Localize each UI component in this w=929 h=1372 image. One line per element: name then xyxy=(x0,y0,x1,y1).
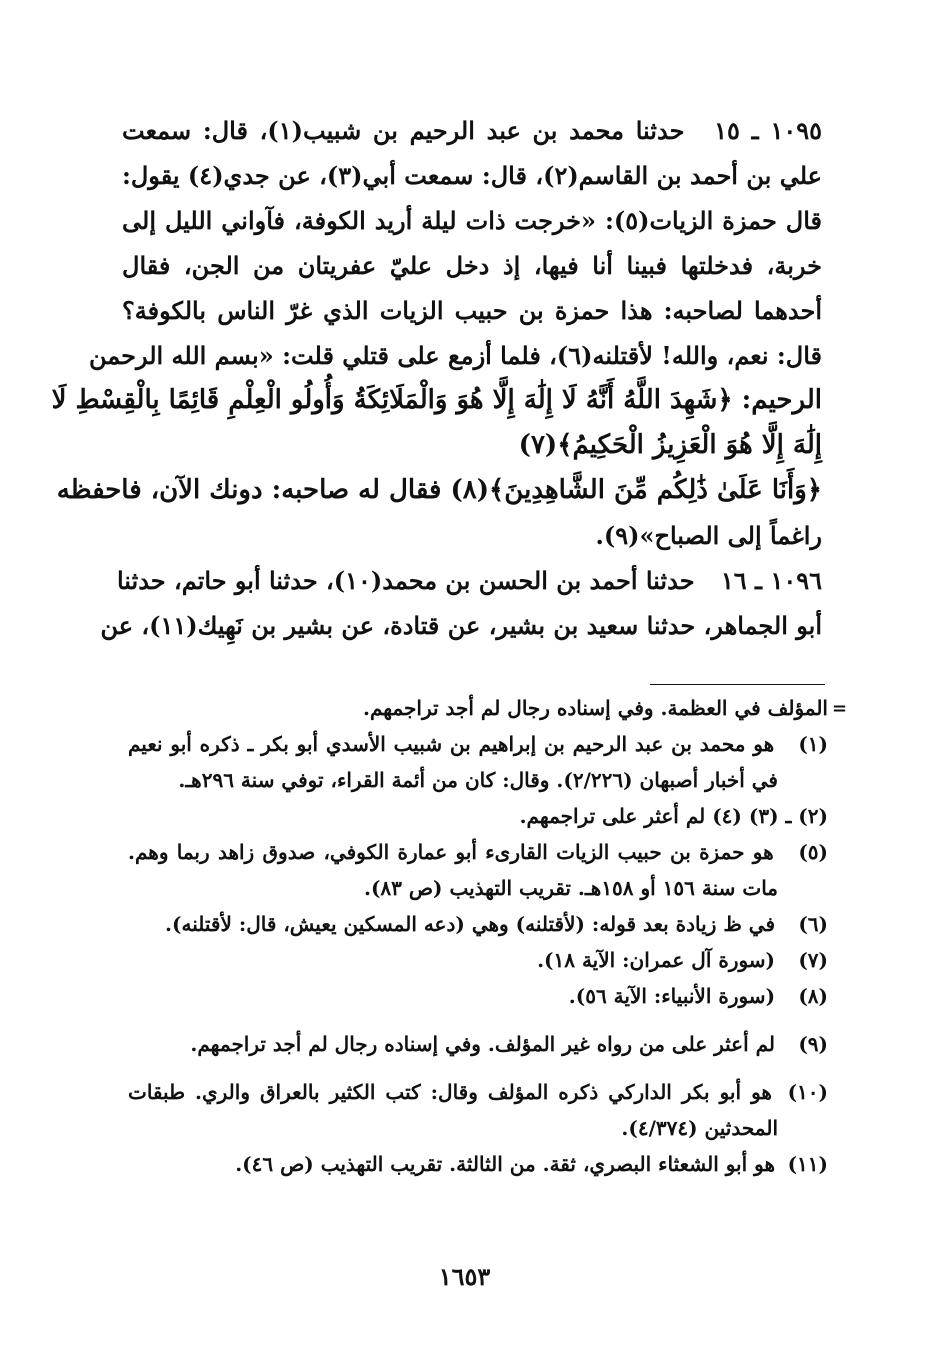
footnote-text: (سورة آل عمران: الآية ١٨). xyxy=(537,948,776,972)
footnote-text: مات سنة ١٥٦ أو ١٥٨هـ. تقريب التهذيب (ص ٨٣). xyxy=(363,876,778,900)
footnote-row xyxy=(128,1026,828,1062)
footnote-7 xyxy=(128,942,828,978)
text-line-content: حدثنا أحمد بن الحسن بن محمد(١٠)، حدثنا أبو حاتم، حدثنا xyxy=(116,566,695,595)
footnote-carryover xyxy=(128,690,828,726)
footnote-number: (٢) ـ (٣) (٤) xyxy=(712,804,828,828)
footnote-11 xyxy=(128,1146,828,1182)
footnote-text: في أخبار أصبهان (٢/٢٢٦). وقال: كان من أئمة القراء، توفي سنة ٢٩٦هـ. xyxy=(178,768,778,792)
footnote-text: هو أبو الشعثاء البصري، ثقة. من الثالثة. تقريب التهذيب (ص ٤٦). xyxy=(235,1152,776,1176)
footnote-text: هو حمزة بن حبيب الزيات القارىء أبو عمارة الكوفي، صدوق زاهد ربما وهم. xyxy=(128,840,774,864)
footnote-5 xyxy=(128,834,828,906)
text-line xyxy=(122,108,822,153)
footnote-text: هو أبو بكر الداركي ذكره المؤلف وقال: كتب الكثير بالعراق والري. طبقات xyxy=(128,1080,772,1104)
text-line: أحدهما لصاحبه: هذا حمزة بن حبيب الزيات الذي غرّ الناس بالكوفة؟ xyxy=(122,296,822,325)
footnote-text: لم أعثر على تراجمهم. xyxy=(519,804,706,828)
footnote-row xyxy=(128,906,828,942)
footnote-divider xyxy=(650,684,825,685)
footnote-text: لم أعثر على من رواه غير المؤلف. وفي إسناده رجال لم أجد تراجمهم. xyxy=(190,1032,776,1056)
spacer xyxy=(128,1014,828,1026)
quran-verse-line: إِلَٰهَ إِلَّا هُوَ الْعَزِيزُ الْحَكِيمُ﴾(٧) xyxy=(518,430,822,460)
footnote-number: (١) xyxy=(798,732,829,756)
footnote-number: (٧) xyxy=(798,948,828,972)
quran-verse-line: الرحيم: ﴿شَهِدَ اللَّهُ أَنَّهُ لَا إِلَٰهَ إِلَّا هُوَ وَالْمَلَائِكَةُ وَأُولُو الْعِلْمِ قَائِمًا بِالْقِسْطِ لَا xyxy=(51,385,822,415)
footnote-1 xyxy=(128,726,828,798)
text-line: راغماً إلى الصباح»(٩). xyxy=(595,521,822,550)
footnotes xyxy=(128,690,828,1182)
footnote-row xyxy=(128,978,828,1014)
footnote-row xyxy=(128,1074,828,1110)
footnote-text: في ظ زيادة بعد قوله: (لأقتلنه) وهي (دعه المسكين يعيش، قال: لأقتلنه). xyxy=(165,912,776,936)
continuation-mark: = xyxy=(832,698,848,719)
footnote-text: المؤلف في العظمة. وفي إسناده رجال لم أجد تراجمهم. xyxy=(363,696,828,720)
spacer xyxy=(128,1062,828,1074)
footnote-text: هو محمد بن عبد الرحيم بن إبراهيم بن شبيب الأسدي أبو بكر ـ ذكره أبو نعيم xyxy=(128,732,775,756)
text-line: قال حمزة الزيات(٥): «خرجت ذات ليلة أريد الكوفة، فآواني الليل إلى xyxy=(122,206,822,235)
hadith-number: ١٠٩٥ ـ ١٥ xyxy=(714,116,822,145)
footnote-text: (سورة الأنبياء: الآية ٥٦). xyxy=(568,984,776,1008)
text-line: خربة، فدخلتها فبينا أنا فيها، إذ دخل عليّ عفريتان من الجن، فقال xyxy=(122,251,822,280)
text-line: قال: نعم، والله! لأقتلنه(٦)، فلما أزمع على قتلي قلت: «بسم الله الرحمن xyxy=(88,341,822,370)
text-line: علي بن أحمد بن القاسم(٢)، قال: سمعت أبي(٣)، عن جدي(٤) يقول: xyxy=(122,161,822,190)
text-line-content: حدثنا محمد بن عبد الرحيم بن شبيب(١)، قال: سمعت xyxy=(122,116,685,145)
footnote-row xyxy=(128,834,828,870)
footnote-number: (٩) xyxy=(798,1032,828,1056)
hadith-number: ١٠٩٦ ـ ١٦ xyxy=(720,566,822,595)
footnote-number: (١١) xyxy=(787,1152,828,1176)
footnote-9 xyxy=(128,1026,828,1062)
footnote-8 xyxy=(128,978,828,1014)
text-line xyxy=(116,558,822,603)
footnote-number: (٨) xyxy=(798,984,828,1008)
page-number: ١٦٥٣ xyxy=(438,1262,491,1291)
footnote-2-4 xyxy=(128,798,828,834)
footnote-row xyxy=(128,798,828,834)
footnote-10 xyxy=(128,1074,828,1146)
main-text xyxy=(51,108,822,648)
quran-verse-line: ﴿وَأَنَا عَلَىٰ ذَٰلِكُم مِّنَ الشَّاهِدِينَ﴾(٨) فقال له صاحبه: دونك الآن، فاحفظه xyxy=(56,475,822,505)
footnote-row xyxy=(128,942,828,978)
footnote-text: المحدثين (٤/٣٧٤). xyxy=(621,1116,778,1140)
text-line: أبو الجماهر، حدثنا سعيد بن بشير، عن قتادة، عن بشير بن نَهِيك(١١)، عن xyxy=(100,611,822,640)
footnote-row xyxy=(128,1146,828,1182)
footnote-row xyxy=(128,726,828,762)
footnote-number: (١٠) xyxy=(787,1080,828,1104)
footnote-6 xyxy=(128,906,828,942)
footnote-number: (٦) xyxy=(798,912,828,936)
footnote-number: (٥) xyxy=(798,840,828,864)
